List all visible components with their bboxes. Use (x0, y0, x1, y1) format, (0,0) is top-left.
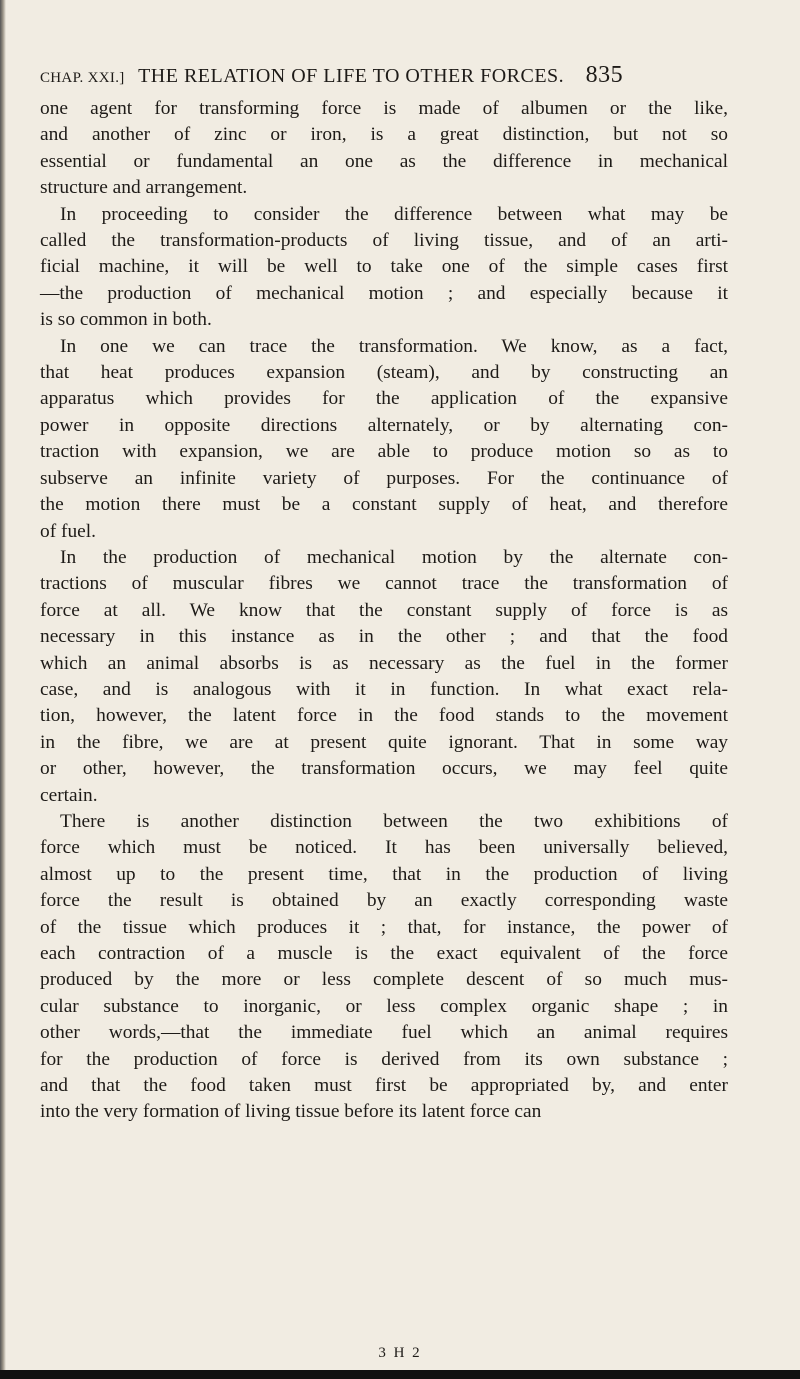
text-line: structure and arrangement. (40, 177, 248, 199)
page-left-edge (0, 0, 6, 1379)
text-line: one agent for transforming force is made of albumen or the like, (40, 98, 728, 119)
body-text (40, 96, 728, 1126)
text-line: apparatus which provides for the application of the expansive (40, 388, 728, 410)
page-number: 835 (585, 62, 624, 88)
text-line: In one we can trace the transformation. We know, as a fact, (60, 335, 728, 357)
paragraph (40, 202, 728, 334)
text-line: There is another distinction between the two exhibitions of (60, 810, 728, 832)
text-line: essential or fundamental an one as the difference in mechanical (40, 150, 728, 172)
text-line: is so common in both. (40, 309, 212, 331)
text-line: case, and is analogous with it in function. In what exact rela- (40, 678, 728, 700)
paragraph (40, 545, 728, 809)
text-line: for the production of force is derived from its own substance ; (40, 1048, 728, 1070)
text-line: necessary in this instance as in the other ; and that the food (40, 626, 728, 648)
text-line: certain. (40, 784, 98, 806)
paragraph (40, 809, 728, 1126)
paragraph (40, 334, 728, 545)
page-bottom-edge (0, 1370, 800, 1379)
text-line: in the fibre, we are at present quite ignorant. That in some way (40, 731, 728, 753)
text-line: subserve an infinite variety of purposes. For the continuance of (40, 467, 728, 489)
text-line: force the result is obtained by an exactly corresponding waste (40, 890, 728, 912)
text-line: each contraction of a muscle is the exact equivalent of the force (40, 943, 728, 964)
text-line: and that the food taken must first be appropriated by, and enter (40, 1075, 728, 1097)
text-line: produced by the more or less complete descent of so much mus- (40, 969, 728, 991)
text-line: which an animal absorbs is as necessary as the fuel in the former (40, 652, 728, 674)
text-line: and another of zinc or iron, is a great distinction, but not so (40, 124, 728, 146)
text-line: tion, however, the latent force in the food stands to the movement (40, 705, 728, 727)
text-line: other words,—that the immediate fuel which an animal requires (40, 1022, 728, 1044)
text-line: cular substance to inorganic, or less complex organic shape ; in (40, 995, 728, 1017)
running-header (40, 62, 740, 89)
text-line: of the tissue which produces it ; that, for instance, the power of (40, 916, 728, 938)
text-line: In proceeding to consider the difference between what may be (60, 203, 728, 225)
printer-signature: 3 H 2 (378, 1345, 422, 1361)
text-line: tractions of muscular fibres we cannot trace the transformation of (40, 573, 728, 595)
text-line: force at all. We know that the constant supply of force is as (40, 599, 728, 621)
text-line: ficial machine, it will be well to take one of the simple cases first (40, 256, 728, 278)
chapter-reference: CHAP. XXI.] (40, 70, 125, 86)
text-line: almost up to the present time, that in the production of living (40, 863, 728, 885)
text-line: the motion there must be a constant supply of heat, and therefore (40, 494, 728, 516)
text-line: force which must be noticed. It has been universally believed, (40, 837, 728, 859)
text-line: called the transformation-products of living tissue, and of an arti- (40, 230, 728, 252)
text-line: In the production of mechanical motion by the alternate con- (60, 546, 728, 568)
text-line: into the very formation of living tissue before its latent force can (40, 1101, 542, 1123)
text-line: traction with expansion, we are able to produce motion so as to (40, 441, 728, 463)
text-line: or other, however, the transformation occurs, we may feel quite (40, 758, 728, 780)
paragraph (40, 96, 728, 202)
running-title: THE RELATION OF LIFE TO OTHER FORCES. (138, 65, 565, 87)
text-line: of fuel. (40, 520, 96, 542)
text-line: that heat produces expansion (steam), and by constructing an (40, 362, 728, 384)
text-line: —the production of mechanical motion ; and especially because it (40, 282, 728, 304)
text-line: power in opposite directions alternately, or by alternating con- (40, 414, 728, 436)
